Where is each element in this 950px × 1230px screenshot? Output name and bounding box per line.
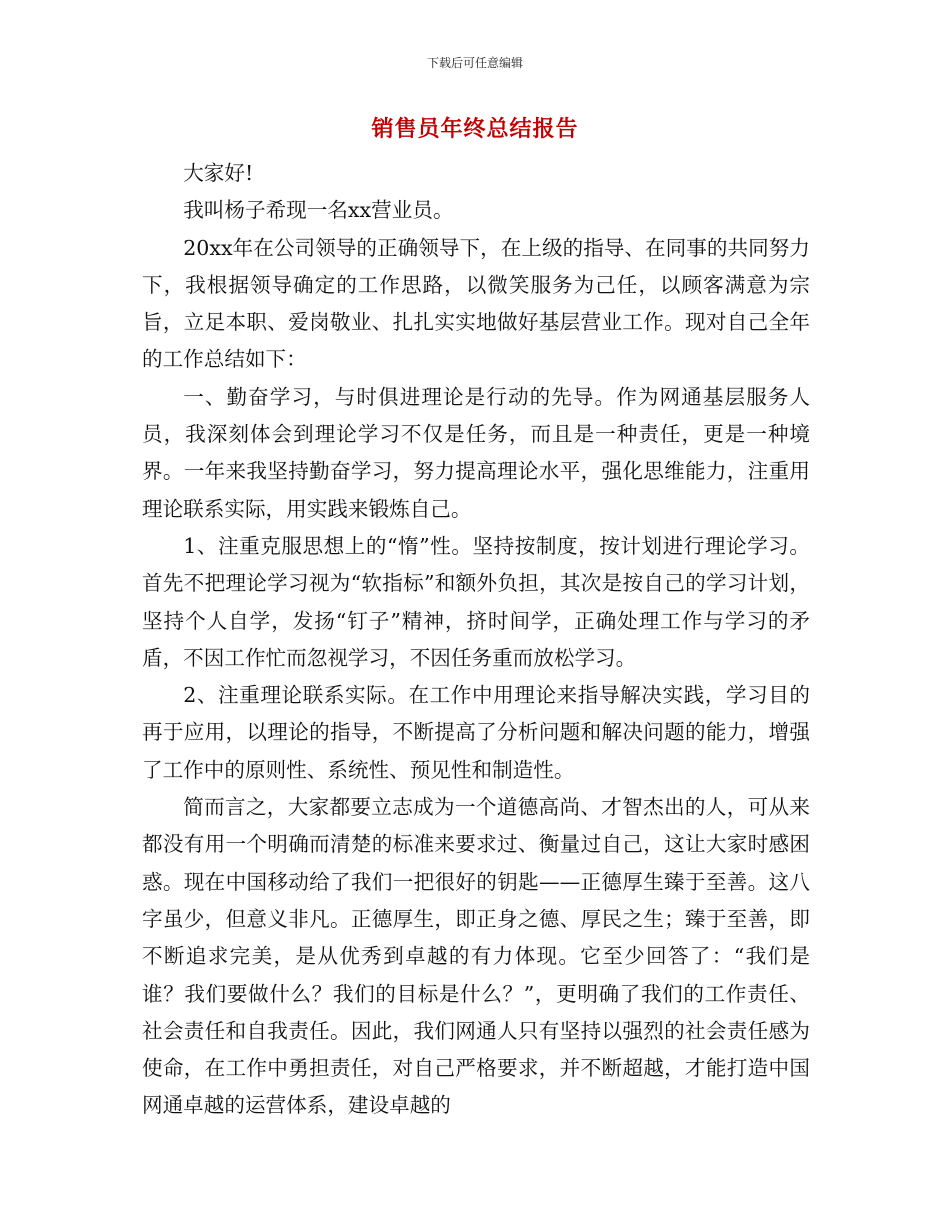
- page-header-note: 下载后可任意编辑: [426, 56, 523, 70]
- paragraph-overview: 20xx年在公司领导的正确领导下，在上级的指导、在同事的共同努力下，我根据领导确定的工作思路，以微笑服务为己任，以顾客满意为宗旨，立足本职、爱岗敬业、扎扎实实地做好基层营业工作。现对自己全年的工作总结如下：: [142, 235, 810, 372]
- paragraph-section-1: 一、勤奋学习，与时俱进理论是行动的先导。作为网通基层服务人员，我深刻体会到理论学习不仅是任务，而且是一种责任，更是一种境界。一年来我坚持勤奋学习，努力提高理论水平，强化思维能力，注重用理论联系实际，用实践来锻炼自己。: [142, 384, 810, 521]
- paragraph-intro: 我叫杨子希现一名xx营业员。: [183, 198, 454, 223]
- paragraph-point-1: 1、注重克服思想上的“惰”性。坚持按制度，按计划进行理论学习。首先不把理论学习视为“软指标”和额外负担，其次是按自己的学习计划，坚持个人自学，发扬“钉子”精神，挤时间学，正确处理工作与学习的矛盾，不因工作忙而忽视学习，不因任务重而放松学习。: [142, 533, 810, 670]
- document-body: [142, 155, 810, 1125]
- document-title: 销售员年终总结报告: [371, 117, 579, 142]
- paragraph-point-2: 2、注重理论联系实际。在工作中用理论来指导解决实践，学习目的再于应用，以理论的指导，不断提高了分析问题和解决问题的能力，增强了工作中的原则性、系统性、预见性和制造性。: [142, 683, 810, 782]
- paragraph-summary: 简而言之，大家都要立志成为一个道德高尚、才智杰出的人，可从来都没有用一个明确而清楚的标准来要求过、衡量过自己，这让大家时感困惑。现在中国移动给了我们一把很好的钥匙——正德厚生臻于至善。这八字虽少，但意义非凡。正德厚生，即正身之德、厚民之生；臻于至善，即不断追求完美，是从优秀到卓越的有力体现。它至少回答了：“我们是谁？我们要做什么？我们的目标是什么？”，更明确了我们的工作责任、社会责任和自我责任。因此，我们网通人只有坚持以强烈的社会责任感为使命，在工作中勇担责任，对自己严格要求，并不断超越，才能打造中国网通卓越的运营体系，建设卓越的: [142, 795, 810, 1118]
- paragraph-greeting: 大家好!: [183, 161, 254, 185]
